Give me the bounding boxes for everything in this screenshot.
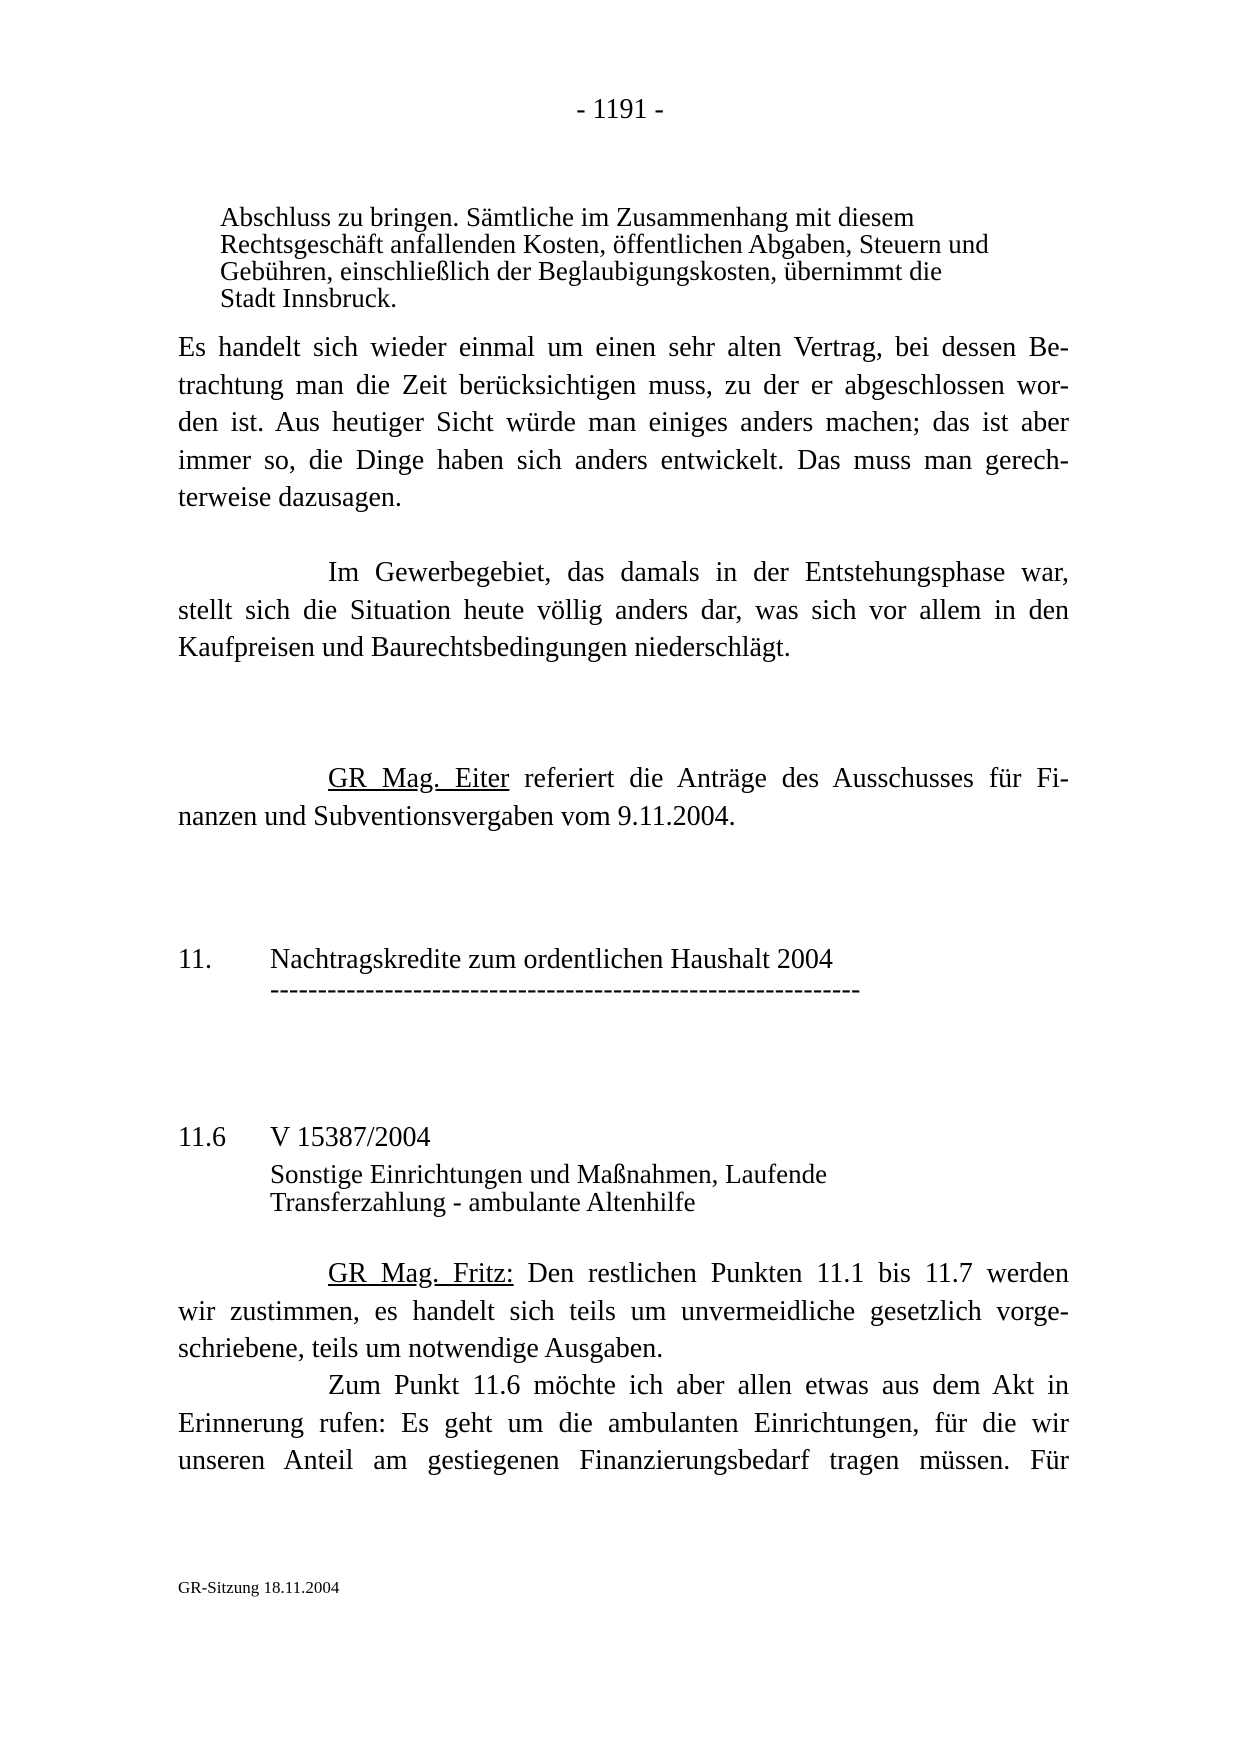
paragraph-line: Es handelt sich wieder einmal um einen sehr alten Vertrag, bei dessen Be- xyxy=(178,332,1069,363)
quote-line: Rechtsgeschäft anfallenden Kosten, öffentlichen Abgaben, Steuern und xyxy=(220,229,989,259)
speaker-name: GR Mag. Eiter xyxy=(328,763,510,794)
paragraph-line: stellt sich die Situation heute völlig anders dar, was sich vor allem in den xyxy=(178,594,1069,626)
paragraph-fritz-statement xyxy=(178,1255,1069,1368)
paragraph-eiter-report xyxy=(178,760,1069,835)
paragraph-old-contract xyxy=(178,329,1069,517)
paragraph-line xyxy=(178,1255,1069,1293)
subtitle-line: Transferzahlung - ambulante Altenhilfe xyxy=(270,1187,696,1217)
paragraph-line: nanzen und Subventionsvergaben vom 9.11.2004. xyxy=(178,800,736,832)
paragraph-line xyxy=(178,760,1069,798)
page-footer: GR-Sitzung 18.11.2004 xyxy=(178,1578,340,1597)
page-number: - 1191 - xyxy=(576,94,664,125)
paragraph-line: unseren Anteil am gestiegenen Finanzierungsbedarf tragen müssen. Für xyxy=(178,1445,1069,1476)
paragraph-line: Kaufpreisen und Baurechtsbedingungen niederschlägt. xyxy=(178,632,791,663)
quoted-contract-text xyxy=(220,204,1080,312)
paragraph-line: Im Gewerbegebiet, das damals in der Entstehungsphase war, xyxy=(328,557,1069,588)
paragraph-industrial-area xyxy=(178,554,1069,667)
speaker-text: referiert die Anträge des Ausschusses für Fi- xyxy=(509,763,1069,794)
paragraph-line: wir zustimmen, es handelt sich teils um unvermeidliche gesetzlich vorge- xyxy=(178,1295,1069,1327)
agenda-item-number: 11. xyxy=(178,944,212,975)
subtitle-line: Sonstige Einrichtungen und Maßnahmen, Laufende xyxy=(270,1159,828,1189)
paragraph-point-11-6 xyxy=(178,1367,1069,1480)
paragraph-line: terweise dazusagen. xyxy=(178,482,402,513)
paragraph-line: Zum Punkt 11.6 möchte ich aber allen etwas aus dem Akt in xyxy=(328,1370,1069,1401)
agenda-subitem-reference: V 15387/2004 xyxy=(270,1122,431,1153)
paragraph-line: schriebene, teils um notwendige Ausgaben. xyxy=(178,1333,664,1364)
agenda-item-title: Nachtragskredite zum ordentlichen Haushalt 2004 xyxy=(270,944,833,975)
agenda-subitem-number: 11.6 xyxy=(178,1122,226,1153)
paragraph-line: Erinnerung rufen: Es geht um die ambulanten Einrichtungen, für die wir xyxy=(178,1407,1069,1439)
paragraph-line: trachtung man die Zeit berücksichtigen muss, zu der er abgeschlossen wor- xyxy=(178,369,1069,401)
agenda-item-underline: -------------------------------------------------------------- xyxy=(270,974,861,1005)
quote-line: Abschluss zu bringen. Sämtliche im Zusammenhang mit diesem xyxy=(220,202,915,232)
speaker-text: Den restlichen Punkten 11.1 bis 11.7 werden xyxy=(513,1258,1069,1289)
speaker-name: GR Mag. Fritz: xyxy=(328,1258,514,1289)
paragraph-line: den ist. Aus heutiger Sicht würde man einiges anders machen; das ist aber xyxy=(178,407,1069,438)
quote-line: Gebühren, einschließlich der Beglaubigungskosten, übernimmt die xyxy=(220,256,943,286)
quote-line: Stadt Innsbruck. xyxy=(220,283,397,313)
paragraph-line: immer so, die Dinge haben sich anders entwickelt. Das muss man gerech- xyxy=(178,444,1069,476)
agenda-subitem-subtitle xyxy=(270,1160,827,1216)
